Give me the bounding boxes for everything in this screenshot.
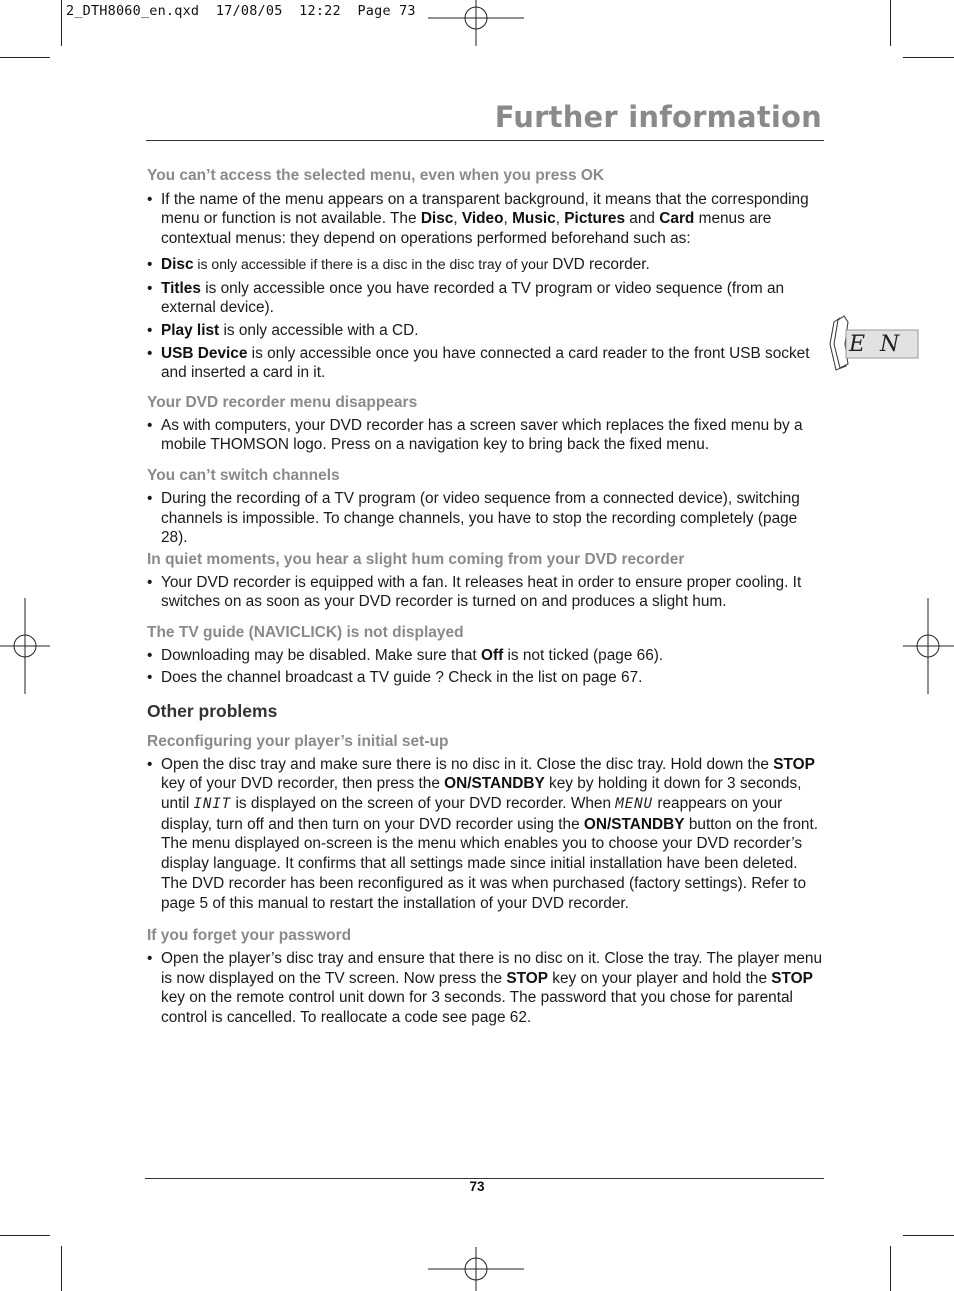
bullet-list (147, 489, 825, 548)
list-item: • USB Device is only accessible once you have connected a card reader to the front USB socket and inserted a card in it. (147, 344, 825, 383)
section-heading: You can’t access the selected menu, even when you press OK (147, 167, 605, 184)
list-item: • Your DVD recorder is equipped with a fan. It releases heat in order to ensure proper cooling. It switches on as soon as your DVD recorder is turned on and produces a slight hum. (147, 573, 825, 612)
section-title-other-problems: Other problems (147, 701, 278, 722)
crop-mark (61, 1246, 62, 1291)
section-heading: You can’t switch channels (147, 467, 340, 485)
bullet-list (147, 190, 825, 383)
main-content (147, 166, 825, 1028)
registration-mark-icon (903, 598, 954, 694)
bullet-list (147, 755, 825, 914)
language-tab-label: E N (849, 332, 904, 357)
display-text-init: INIT (193, 795, 232, 812)
page-title: Further information (494, 100, 822, 134)
registration-mark-icon (428, 1247, 524, 1291)
crop-mark (0, 1235, 50, 1236)
print-slug: 2_DTH8060_en.qxd 17/08/05 12:22 Page 73 (66, 3, 416, 19)
crop-mark (890, 1246, 891, 1291)
display-text-menu: MENU (615, 795, 654, 812)
bullet-list (147, 646, 825, 688)
list-item: • Downloading may be disabled. Make sure that Off is not ticked (page 66). (147, 646, 825, 666)
section-heading: The TV guide (NAVICLICK) is not displayed (147, 624, 464, 642)
list-item: • Open the disc tray and make sure there is no disc in it. Close the disc tray. Hold down the STOP key of your DVD recorder, then press the ON/STANDBY key by holding it down for 3 seconds, until INIT is displayed on the screen of your DVD recorder. When MENU reappears on your display, turn off and then turn on your DVD recorder using the ON/STANDBY button on the front. The menu displayed on-screen is the menu which enables you to choose your DVD recorder’s display language. It confirms that all settings made since initial installation have been deleted. The DVD recorder has been reconfigured as it was when purchased (factory settings). Refer to page 5 of this manual to restart the installation of your DVD recorder. (147, 755, 825, 914)
registration-mark-icon (0, 598, 50, 694)
list-item: • If the name of the menu appears on a transparent background, it means that the corresponding menu or function is not available. The Disc, Video, Music, Pictures and Card menus are contextual menus: they depend on operations performed beforehand such as: (147, 190, 825, 249)
registration-mark-icon (428, 0, 524, 46)
list-item: • Play list is only accessible with a CD. (147, 321, 825, 341)
title-rule (146, 140, 824, 141)
section-heading: Your DVD recorder menu disappears (147, 394, 418, 412)
list-item: • As with computers, your DVD recorder has a screen saver which replaces the fixed menu by a mobile THOMSON logo. Press on a navigation key to bring back the fixed menu. (147, 416, 825, 455)
list-item: • During the recording of a TV program (or video sequence from a connected device), switching channels is impossible. To change channels, you have to stop the recording completely (page 28). (147, 489, 825, 548)
crop-mark (903, 57, 954, 58)
section-heading: Reconfiguring your player’s initial set-up (147, 732, 449, 750)
section-heading: If you forget your password (147, 927, 352, 945)
bullet-list (147, 949, 825, 1028)
bullet-list (147, 416, 825, 455)
bullet-list (147, 573, 825, 612)
list-item: • Disc is only accessible if there is a disc in the disc tray of your DVD recorder. (147, 255, 825, 275)
crop-mark (903, 1235, 954, 1236)
page-number: 73 (469, 1179, 485, 1194)
list-item: • Does the channel broadcast a TV guide ? Check in the list on page 67. (147, 668, 825, 688)
list-item: • Open the player’s disc tray and ensure that there is no disc on it. Close the tray. The player menu is now displayed on the TV screen. Now press the STOP key on your player and hold the STOP key on the remote control unit down for 3 seconds. The password that you chose for parental control is cancelled. To reallocate a code see page 62. (147, 949, 825, 1028)
crop-mark (890, 0, 891, 46)
list-item: • Titles is only accessible once you have recorded a TV program or video sequence (from an external device). (147, 279, 825, 318)
crop-mark (61, 0, 62, 46)
section-heading: In quiet moments, you hear a slight hum coming from your DVD recorder (147, 550, 685, 568)
crop-mark (0, 57, 50, 58)
